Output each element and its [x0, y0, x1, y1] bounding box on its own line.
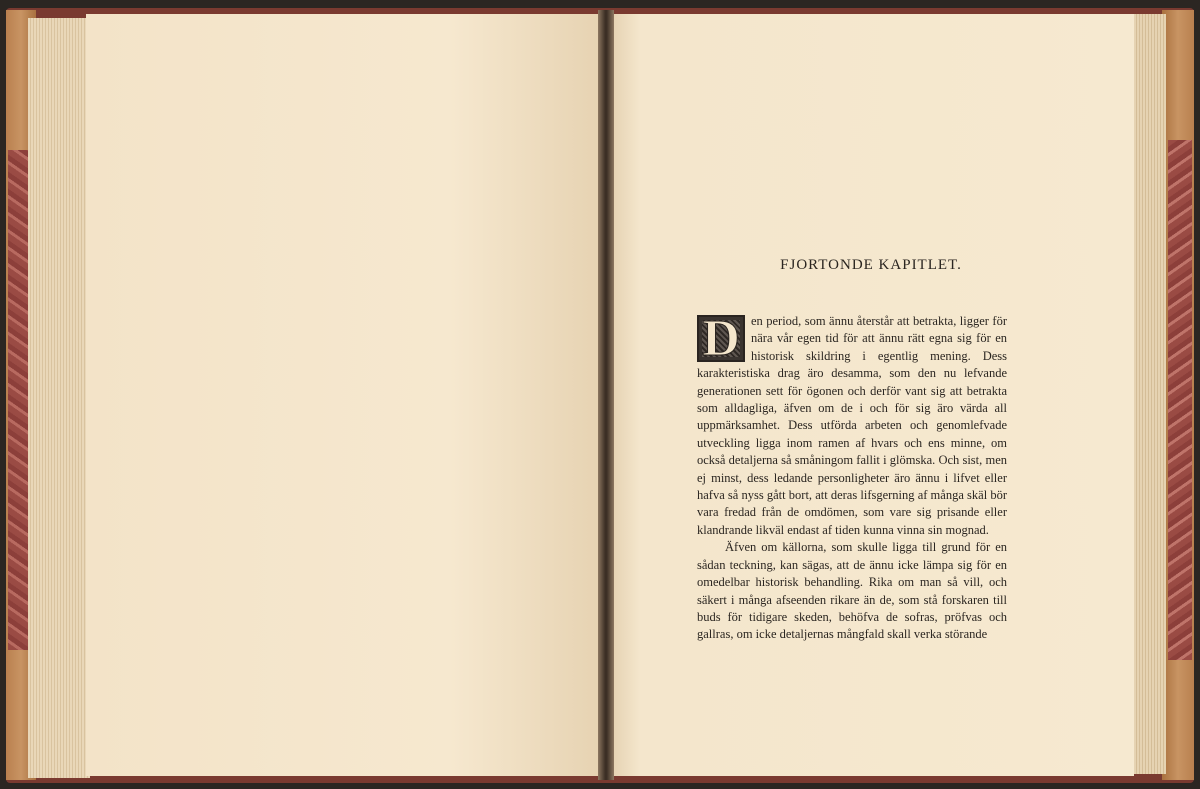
drop-cap-initial	[697, 310, 745, 367]
marbled-board-right	[1168, 140, 1192, 660]
chapter-heading: FJORTONDE KAPITLET.	[780, 257, 962, 273]
book-gutter	[598, 10, 614, 780]
marbled-board-left	[8, 150, 30, 650]
chapter-text	[697, 310, 1007, 644]
drop-cap-letter: D	[702, 310, 740, 367]
left-page-blank	[86, 14, 606, 776]
paragraph-1-text: en period, som ännu återstår att betrakta, ligger för nära vår egen tid för att ännu rätt egna sig för en historisk skildring i egentlig mening. Dess karakteristiska drag äro desamma, som den nu lefvande generationen sett för ögonen och derför vant sig att betrakta som alldagliga, äfven om de i och för sig äro värda all uppmärksamhet. Dess utförda arbeten och genomlefvade utveckling ligga inom ramen af hvars och ens minne, om också detaljerna så småningom fallit i glömska. Och sist, men ej minst, dess ledande personligheter äro ännu i lifvet eller hafva så nyss gått bort, att deras lifsgerning af många skäl bör vara fredad från de omdömen, som vare sig prisande eller klandrande likväl endast af tiden kunna vinna sin mognad.	[697, 314, 1007, 537]
paragraph-1	[697, 310, 1007, 539]
paragraph-2: Äfven om källorna, som skulle ligga till grund för en sådan teckning, kan sägas, att de ännu icke lämpa sig för en omedelbar historisk behandling. Rika om man så vill, och säkert i många afseenden rikare än de, som stå forskaren till buds för tidigare skeden, behöfva de sofras, pröfvas och gallras, om icke detaljernas mångfald skall verka störande	[697, 540, 1007, 642]
page-edges-left	[28, 18, 90, 778]
